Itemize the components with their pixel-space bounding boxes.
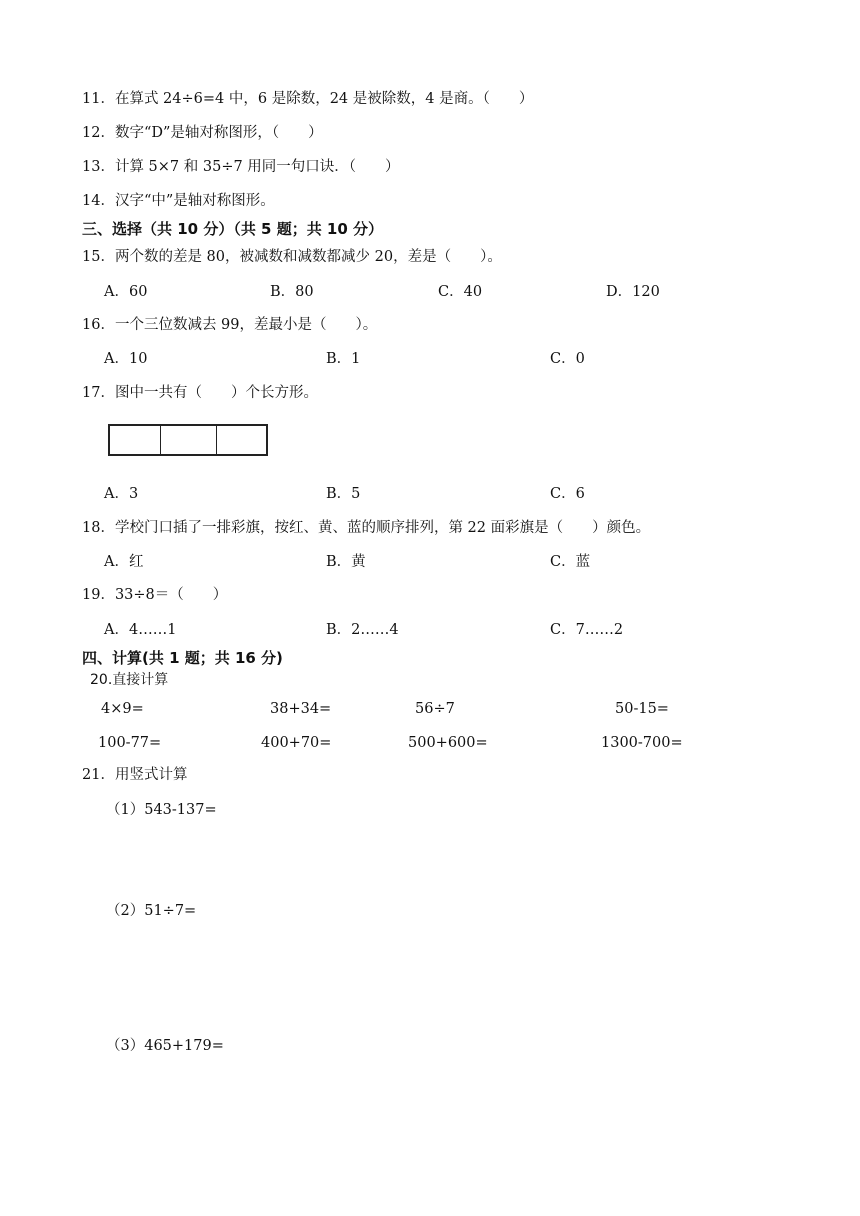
- q20-expr: 500+600=: [408, 735, 488, 751]
- q21-item-2: （2）51÷7=: [106, 903, 197, 919]
- q20-expr: 100-77=: [98, 735, 162, 751]
- q17-option-b: B．5: [326, 486, 361, 502]
- question-17: 17．图中一共有（ ）个长方形。: [82, 385, 318, 401]
- q21-item-3: （3）465+179=: [106, 1038, 224, 1054]
- q16-option-a: A．10: [104, 351, 148, 367]
- q20-expr: 1300-700=: [601, 735, 683, 751]
- q20-expr: 400+70=: [261, 735, 332, 751]
- q17-option-c: C．6: [550, 486, 585, 502]
- question-12: 12．数字“D”是轴对称图形，（ ）: [82, 125, 323, 141]
- section-3-heading: 三、选择（共 10 分）（共 5 题；共 10 分）: [82, 220, 384, 238]
- question-19: 19．33÷8＝（ ）: [82, 587, 228, 603]
- question-21: 21．用竖式计算: [82, 767, 188, 783]
- q19-option-c: C．7……2: [550, 622, 624, 638]
- question-13: 13．计算 5×7 和 35÷7 用同一句口诀．（ ）: [82, 159, 400, 175]
- rectangle-figure: [108, 424, 268, 456]
- q16-option-c: C．0: [550, 351, 585, 367]
- q15-option-a: A．60: [104, 284, 148, 300]
- q15-option-d: D．120: [606, 284, 660, 300]
- question-16: 16．一个三位数减去 99，差最小是（ ）。: [82, 317, 378, 333]
- rectangle-divider: [160, 426, 161, 454]
- q21-item-1: （1）543-137=: [106, 802, 217, 818]
- q20-expr: 56÷7: [415, 701, 455, 717]
- question-14: 14．汉字“中”是轴对称图形。: [82, 193, 275, 209]
- q19-option-b: B．2……4: [326, 622, 399, 638]
- q20-expr: 38+34=: [270, 701, 332, 717]
- section-4-heading: 四、计算(共 1 题；共 16 分): [82, 649, 283, 667]
- q15-option-b: B．80: [270, 284, 314, 300]
- q19-option-a: A．4……1: [104, 622, 177, 638]
- rectangle-divider: [216, 426, 217, 454]
- q18-option-b: B．黄: [326, 554, 366, 570]
- q18-option-c: C．蓝: [550, 554, 591, 570]
- q17-option-a: A．3: [104, 486, 139, 502]
- question-18: 18．学校门口插了一排彩旗，按红、黄、蓝的顺序排列，第 22 面彩旗是（ ）颜色。: [82, 520, 651, 536]
- q20-expr: 50-15=: [615, 701, 669, 717]
- question-15: 15．两个数的差是 80，被减数和减数都减少 20，差是（ ）。: [82, 249, 502, 265]
- q15-option-c: C．40: [438, 284, 483, 300]
- q18-option-a: A．红: [104, 554, 144, 570]
- question-11: 11．在算式 24÷6=4 中，6 是除数，24 是被除数，4 是商。（ ）: [82, 91, 534, 107]
- q16-option-b: B．1: [326, 351, 361, 367]
- question-20: 20.直接计算: [90, 672, 169, 688]
- q20-expr: 4×9=: [101, 701, 144, 717]
